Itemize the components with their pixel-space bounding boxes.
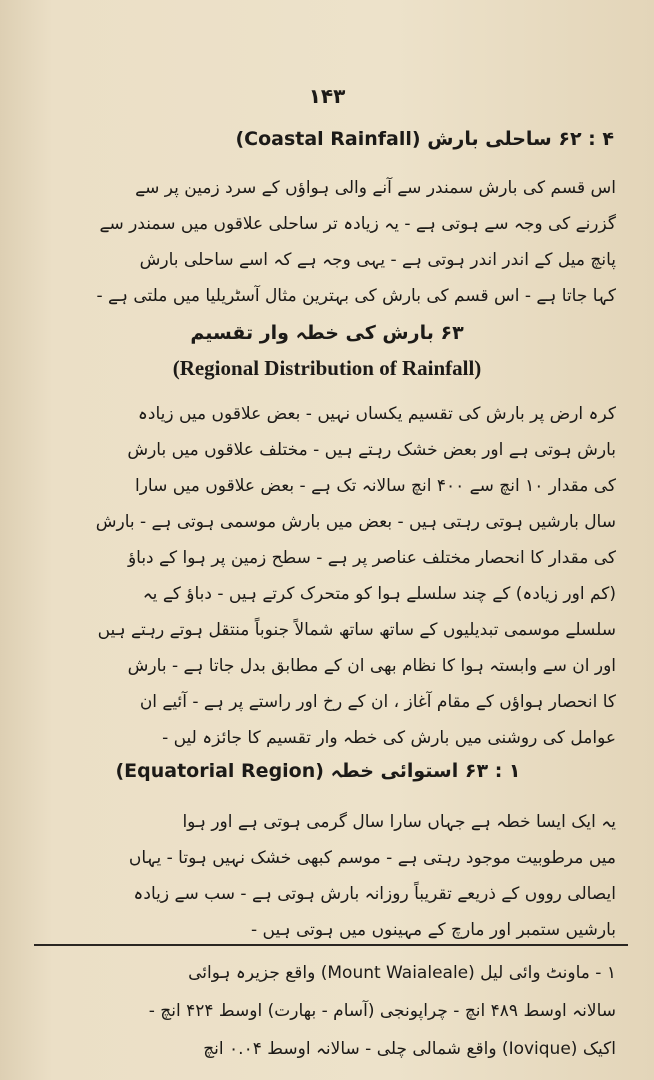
paragraph-line: میں مرطوبیت موجود رہتی ہے - موسم کبھی خشک نہیں ہوتا - یہاں — [128, 848, 616, 868]
coastal-rainfall-heading: ۴ : ۶۲ ساحلی بارش (Coastal Rainfall) — [235, 128, 614, 150]
paragraph-line: پانچ میل کے اندر اندر ہوتی ہے - یہی وجہ ہے کہ اسے ساحلی بارش — [139, 250, 616, 270]
paragraph-line: بارشیں ستمبر اور مارچ کے مہینوں میں ہوتی ہیں - — [250, 920, 616, 940]
paragraph-line: اس قسم کی بارش سمندر سے آنے والی ہواؤں کے سرد زمین پر سے — [135, 178, 616, 198]
paragraph-line: سلسلے موسمی تبدیلیوں کے ساتھ ساتھ شمالاً جنوباً منتقل ہوتے رہتے ہیں — [97, 620, 616, 640]
paragraph-line: ایصالی رووں کے ذریعے تقریباً روزانہ بارش ہوتی ہے - سب سے زیادہ — [133, 884, 616, 904]
paragraph-line: عوامل کی روشنی میں بارش کی خطہ وار تقسیم کا جائزہ لیں - — [162, 728, 616, 748]
paragraph-line: کی مقدار کا انحصار مختلف عناصر پر ہے - سطح زمین پر ہوا کے دباؤ — [127, 548, 616, 568]
paragraph-line: گزرنے کی وجہ سے ہوتی ہے - یہ زیادہ تر ساحلی علاقوں میں سمندر سے — [99, 214, 616, 234]
footnote — [40, 954, 616, 1068]
footnote-line: سالانہ اوسط ۴۸۹ انچ - چراپونجی (آسام - بھارت) اوسط ۴۲۴ انچ - — [148, 1001, 616, 1021]
equatorial-region-heading: ۱ : ۶۳ استوائی خطہ (Equatorial Region) — [115, 760, 521, 782]
paragraph-line: کی مقدار ۱۰ انچ سے ۴۰۰ انچ سالانہ تک ہے - بعض علاقوں میں سارا — [134, 476, 616, 496]
page-number: ۱۴۳ — [308, 84, 346, 108]
coastal-rainfall-paragraph — [40, 170, 616, 314]
regional-distribution-english-heading: (Regional Distribution of Rainfall) — [172, 356, 482, 380]
footnote-line: اکیک (Iovique) واقع شمالی چلی - سالانہ اوسط ۰.۰۴ انچ — [203, 1039, 616, 1059]
paragraph-line: اور ان سے وابستہ ہوا کا نظام بھی ان کے مطابق بدل جاتا ہے - بارش — [127, 656, 616, 676]
paragraph-line: یہ ایک ایسا خطہ ہے جہاں سارا سال گرمی ہوتی ہے اور ہوا — [182, 812, 616, 832]
regional-distribution-heading: ۶۳ بارش کی خطہ وار تقسیم — [190, 322, 464, 344]
paragraph-line: کرہ ارض پر بارش کی تقسیم یکساں نہیں - بعض علاقوں میں زیادہ — [137, 404, 616, 424]
paragraph-line: (کم اور زیادہ) کے چند سلسلے ہوا کو متحرک کرتے ہیں - دباؤ کے یہ — [142, 584, 616, 604]
paragraph-line: بارش ہوتی ہے اور بعض خشک رہتے ہیں - مختلف علاقوں میں بارش — [127, 440, 616, 460]
footnote-divider — [34, 944, 628, 946]
equatorial-region-paragraph — [40, 804, 616, 948]
regional-distribution-paragraph — [40, 396, 616, 756]
footnote-line: ۱ - ماونٹ وائی لیل (Mount Waialeale) واقع جزیرہ ہوائی — [188, 963, 616, 983]
paragraph-line: سال بارشیں ہوتی رہتی ہیں - بعض میں بارش موسمی ہوتی ہے - بارش — [95, 512, 616, 532]
paragraph-line: کا انحصار ہواؤں کے مقام آغاز ، ان کے رخ اور راستے پر ہے - آئیے ان — [139, 692, 616, 712]
paragraph-line: کہا جاتا ہے - اس قسم کی بارش کی بہترین مثال آسٹریلیا میں ملتی ہے - — [96, 286, 616, 306]
